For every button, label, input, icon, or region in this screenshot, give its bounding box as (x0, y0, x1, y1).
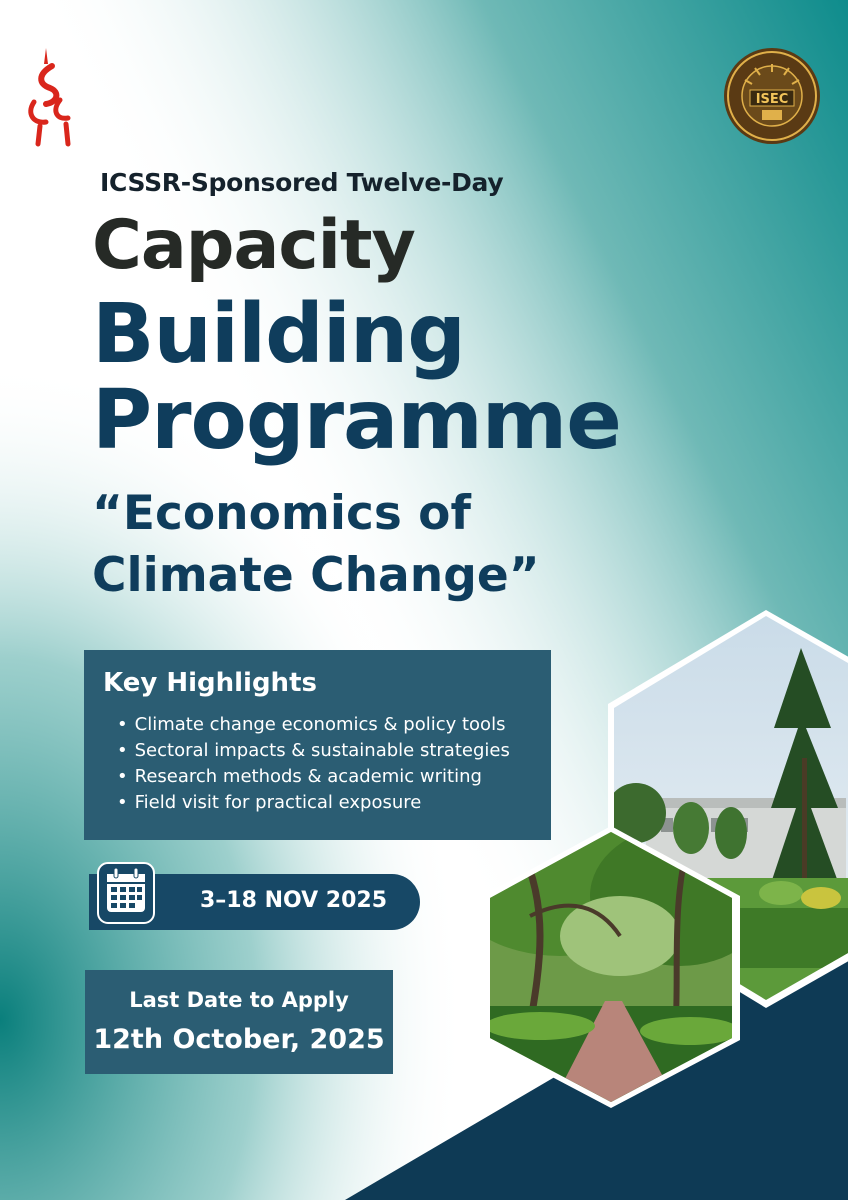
highlight-item: • Sectoral impacts & sustainable strategies (117, 738, 510, 764)
campus-photo-path (480, 826, 742, 1108)
title-line-2: Building (92, 287, 465, 382)
programme-dates: 3–18 NOV 2025 (200, 888, 388, 913)
title-line-3: Programme (92, 373, 621, 468)
isec-seal (722, 46, 822, 146)
highlight-item: • Research methods & academic writing (117, 764, 510, 790)
deadline-date: 12th October, 2025 (93, 1024, 385, 1055)
deadline-box (85, 970, 393, 1074)
subtitle-line-1: “Economics of (92, 486, 471, 541)
highlight-item: • Field visit for practical exposure (117, 790, 510, 816)
calendar-icon (97, 862, 155, 924)
deadline-label: Last Date to Apply (129, 988, 349, 1012)
highlights-list (117, 712, 510, 816)
svg-text:ISEC: ISEC (755, 92, 789, 107)
kicker-text: ICSSR-Sponsored Twelve-Day (100, 168, 504, 197)
highlight-item: • Climate change economics & policy tools (117, 712, 510, 738)
title-line-1: Capacity (92, 206, 415, 285)
subtitle-line-2: Climate Change” (92, 548, 540, 603)
highlights-heading: Key Highlights (103, 668, 317, 698)
icssr-logo (24, 44, 82, 148)
